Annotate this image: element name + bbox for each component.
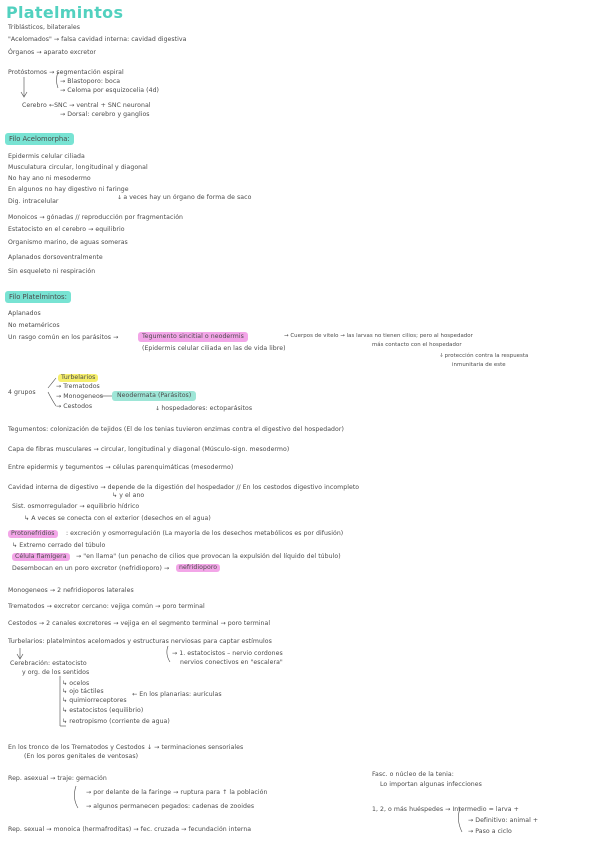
acelomorpha-line: Sin esqueleto ni respiración [8, 268, 96, 275]
turbelarios-right: nervios conectivos en "escalera" [180, 659, 283, 666]
grupo-item: → Trematodos [56, 383, 100, 390]
detail-line: Sist. osmorregulador → equilibrio hídrico [12, 503, 140, 510]
turbelarios-left: Cerebración: estatocisto [10, 660, 87, 667]
sense-item: ↳ ojo táctiles [62, 688, 104, 695]
cuerpos-line: ↆ protección contra la respuesta [440, 353, 529, 359]
turbelarios-right: → 1. estatocistos – nervio cordones [172, 650, 283, 657]
neodermata-highlight: Neodermata (Parásitos) [112, 391, 196, 401]
protostomes-item: → Celoma por esquizocelia (4d) [60, 87, 160, 94]
rep-asexual-b: → algunos permanecen pegados: cadenas de zooides [86, 803, 255, 810]
side-note: → Paso a ciclo [468, 828, 512, 835]
sense-note: ← En los planarias: aurículas [132, 691, 222, 698]
acelomorpha-line: En algunos no hay digestivo ni faringe [8, 186, 129, 193]
sense-item: ↳ ocelos [62, 680, 90, 687]
rep-asexual-a: → por delante de la faringe → ruptura para ↑ la población [86, 789, 268, 796]
detail-line: Capa de fibras musculares → circular, longitudinal y diagonal (Músculo-sign. mesodermo) [8, 446, 290, 453]
cns-sub: → Dorsal: cerebro y ganglios [60, 111, 150, 118]
grupo-item: → Cestodos [56, 403, 93, 410]
page-title: Platelmintos [6, 3, 124, 22]
turbelarios-line: Turbelarios: platelmintos acelomados y estructuras nerviosas para captar estímulos [8, 638, 272, 645]
rep-sexual: Rep. sexual → monoica (hermafroditas) → fec. cruzada → fecundación interna [8, 826, 252, 833]
platelmintos-header: Filo Platelmintos: [5, 291, 71, 303]
side-note: → Definitivo: animal + [468, 817, 539, 824]
cuerpos-line: inmunitaria de este [452, 362, 506, 368]
intro-line: Órganos → aparato excretor [8, 49, 97, 56]
tegumento-highlight: Tegumento sincitial o neodermis [138, 332, 248, 342]
detail-line: Cavidad interna de digestivo → depende de la digestión del hospedador // En los cestodos digestivo incompleto [8, 484, 360, 491]
rep-asexual: Rep. asexual → traje: gemación [8, 775, 107, 782]
detail-line: Tegumentos: colonización de tejidos (El de los tenias tuvieron enzimas contra el digestivo del hospedador) [8, 426, 344, 433]
neodermata-note: ↆ hospedadores: ectoparásitos [156, 405, 253, 412]
detail-line: Entre epidermis y tegumentos → células parenquimáticas (mesodermo) [8, 464, 234, 471]
acelomorpha-line: Organismo marino, de aguas someras [8, 239, 128, 246]
excretion-line: Trematodos → excretor cercano: vejiga común → poro terminal [8, 603, 205, 610]
acelomorpha-header: Filo Acelomorpha: [5, 133, 74, 145]
cns-line: Cerebro ←SNC → ventral + SNC neuronal [22, 102, 151, 109]
troncos-line: En los tronco de los Trematodos y Cestodos ↓ → terminaciones sensoriales [8, 744, 244, 751]
cuerpos-line: → Cuerpos de vitelo → las larvas no tienen cilios; pero al hospedador [284, 333, 473, 339]
acelomorpha-line: Monoicos → gónadas // reproducción por fragmentación [8, 214, 183, 221]
nefridioporo-highlight: nefridioporo [176, 564, 220, 572]
platelmintos-line: Aplanados [8, 310, 41, 317]
acelomorpha-line: Estatocisto en el cerebro → equilibrio [8, 226, 125, 233]
side-note: Lo importan algunas infecciones [380, 781, 482, 788]
grupo-item: → Monogeneos [56, 393, 104, 400]
protonefridios-sub: Desembocan en un poro excretor (nefridioporo) → [12, 565, 170, 572]
grupos-label: 4 grupos [8, 389, 36, 396]
intro-line: Triblásticos, bilaterales [8, 24, 81, 31]
sense-item: ↳ quimiorreceptores [62, 697, 127, 704]
celula-flamigera-text: → "en llama" (un penacho de cilios que provocan la expulsión del líquido del túbulo) [76, 553, 341, 560]
troncos-note: (En los poros genitales de ventosas) [24, 753, 139, 760]
cuerpos-line: más contacto con el hospedador [372, 342, 462, 348]
protostomes-item: → Blastoporo: boca [60, 78, 121, 85]
turbelarios-left: y org. de los sentidos [22, 669, 90, 676]
detail-line: ↳ y el ano [112, 492, 145, 499]
side-note: 1, 2, o más huéspedes → Intermedio = larva + [372, 806, 519, 813]
intro-line: "Acelomados" → falsa cavidad interna: cavidad digestiva [8, 36, 187, 43]
sense-item: ↳ estatocistos (equilibrio) [62, 707, 144, 714]
acelomorpha-line: No hay ano ni mesodermo [8, 175, 91, 182]
protonefridios-text: : excreción y osmorregulación (La mayoría de los desechos metabólicos es por difusión) [66, 530, 344, 537]
side-note: Fasc. o núcleo de la tenia: [372, 771, 454, 778]
excretion-line: Monogeneos → 2 nefridioporos laterales [8, 587, 134, 594]
turbelarios-highlight: Turbelarios [58, 374, 98, 382]
protonefridios-highlight: Protonefridios [8, 530, 58, 538]
acelomorpha-line: Epidermis celular ciliada [8, 153, 85, 160]
detail-line: ↳ A veces se conecta con el exterior (desechos en el agua) [24, 515, 211, 522]
parasites-line: Un rasgo común en los parásitos → [8, 334, 119, 341]
acelomorpha-line: Musculatura circular, longitudinal y diagonal [8, 164, 148, 171]
protostomes-line: Protóstomos → segmentación espiral [8, 69, 124, 76]
tegumento-note: (Epidermis celular ciliada en las de vida libre) [142, 345, 286, 352]
sense-item: ↳ reotropismo (corriente de agua) [62, 718, 170, 725]
acelomorpha-note: ↆ a veces hay un órgano de forma de saco [118, 194, 252, 201]
platelmintos-line: No metaméricos [8, 322, 60, 329]
acelomorpha-line: Dig. intracelular [8, 198, 59, 205]
acelomorpha-line: Aplanados dorsoventralmente [8, 254, 103, 261]
protonefridios-sub: ↳ Extremo cerrado del túbulo [12, 542, 106, 549]
celula-flamigera-highlight: Célula flamígera [12, 553, 70, 561]
excretion-line: Cestodos → 2 canales excretores → vejiga en el segmento terminal → poro terminal [8, 620, 271, 627]
